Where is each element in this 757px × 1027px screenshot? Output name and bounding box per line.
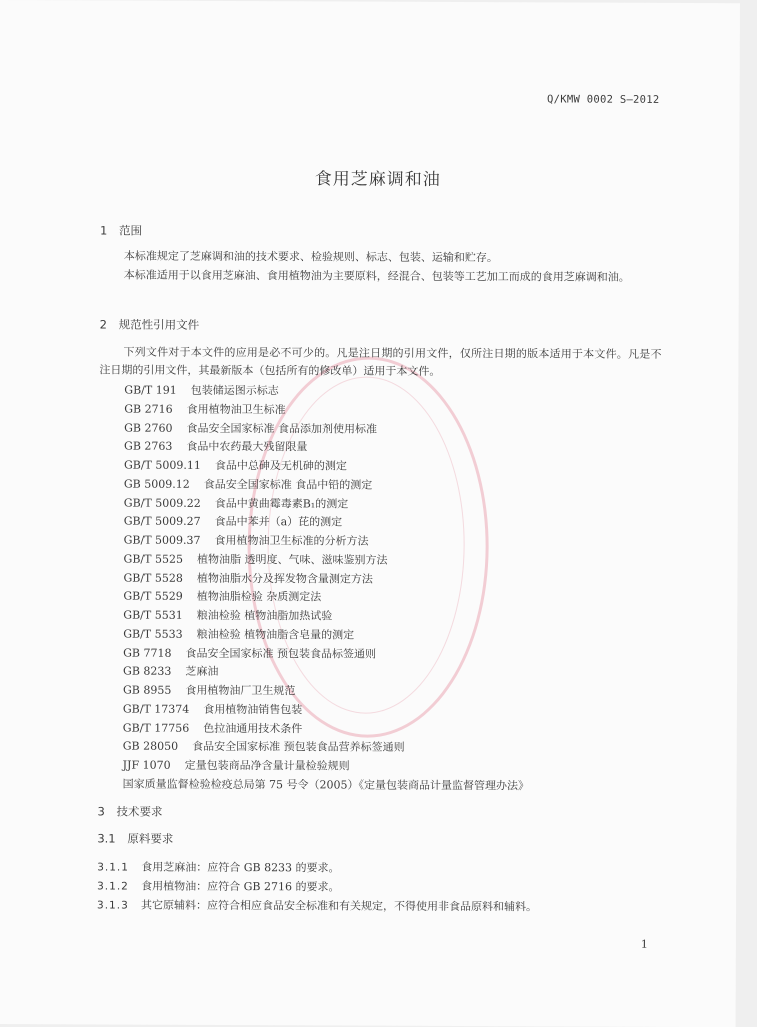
reference-code: GB 2763 (124, 439, 173, 454)
reference-code: GB 8955 (122, 683, 172, 697)
clause-number: 3.1.1 (97, 861, 129, 874)
section-heading-scope (100, 222, 142, 238)
reference-title: 食品中苯并（a）芘的测定 (214, 515, 343, 529)
clause-item (97, 877, 339, 894)
reference-item (124, 438, 531, 459)
reference-item (124, 494, 531, 515)
clause-item (97, 896, 537, 914)
clause-text: 食用芝麻油：应符合 GB 8233 的要求。 (141, 860, 340, 875)
reference-code: GB/T 5531 (123, 608, 183, 622)
reference-code: GB/T 5009.22 (123, 496, 201, 510)
reference-title: 食用植物油厂卫生规范 (185, 683, 296, 698)
reference-item (124, 532, 531, 553)
reference-item (123, 607, 530, 628)
reference-title: 植物油脂 透明度、气味、滋味鉴别方法 (196, 552, 388, 567)
clause-text: 食用植物油：应符合 GB 2716 的要求。 (141, 879, 340, 894)
reference-item (124, 475, 531, 496)
reference-code: JJF 1070 (122, 758, 171, 772)
reference-code: GB 2760 (124, 421, 173, 435)
clause-number: 3.1.3 (97, 899, 129, 912)
reference-item (123, 700, 530, 721)
reference-code: GB 5009.12 (123, 477, 190, 491)
reference-title: 食品安全国家标准 食品中铅的测定 (203, 477, 373, 492)
reference-title: 食品安全国家标准 食品添加剂使用标准 (186, 421, 378, 436)
reference-item (124, 382, 531, 403)
reference-item (124, 419, 531, 440)
clause-item (97, 858, 339, 875)
reference-item (123, 738, 530, 759)
references-intro-paragraph: 下列文件对于本文件的应用是必不可少的。凡是注日期的引用文件，仅所注日期的版本适用于本文件。凡是不注日期的引用文件，其最新版本（包括所有的修改单）适用于本文件。 (99, 345, 662, 378)
reference-code: GB/T 17756 (122, 721, 190, 735)
reference-code: GB/T 5525 (123, 552, 183, 566)
reference-title: 食品中农药最大残留限量 (186, 440, 308, 454)
reference-title: 食用植物油销售包装 (203, 702, 303, 717)
reference-code: GB/T 191 (124, 383, 177, 397)
reference-title: 食品安全国家标准 预包装食品营养标签通则 (192, 740, 405, 755)
reference-item (123, 663, 530, 684)
reference-title: 食品安全国家标准 预包装食品标签通则 (185, 646, 377, 661)
section-title: 原料要求 (127, 831, 174, 846)
reference-title: 食用植物油卫生标准的分析方法 (214, 533, 369, 548)
reference-code: GB/T 5009.37 (123, 533, 201, 547)
reference-title: 芝麻油 (185, 665, 219, 679)
reference-code: GB 7718 (123, 646, 172, 660)
scope-paragraph-2: 本标准适用于以食用芝麻油、食用植物油为主要原料，经混合、包装等工艺加工而成的食用芝麻调和油。 (123, 268, 630, 284)
section-number: 1 (99, 223, 108, 238)
reference-code: GB 2716 (124, 402, 173, 416)
reference-title: 植物油脂检验 杂质测定法 (196, 590, 322, 604)
reference-title: 植物油脂水分及挥发物含量测定方法 (196, 571, 373, 586)
reference-title: 粮油检验 植物油脂加热试验 (196, 608, 333, 623)
reference-code: 国家质量监督检验检疫总局第 75 号令（2005） (122, 777, 359, 792)
page-number: 1 (640, 937, 648, 951)
reference-title: 食品中总砷及无机砷的测定 (214, 458, 347, 473)
reference-title: 定量包装商品净含量计量检验规则 (184, 758, 350, 773)
reference-title: 粮油检验 植物油脂含皂量的测定 (196, 627, 355, 642)
document-title: 食用芝麻调和油 (314, 169, 441, 190)
reference-item (123, 719, 530, 740)
reference-item (124, 457, 531, 478)
reference-item (124, 400, 531, 421)
clause-number: 3.1.2 (97, 880, 129, 893)
reference-item (124, 513, 531, 534)
reference-code: GB/T 5533 (123, 627, 183, 641)
section-title: 规范性引用文件 (118, 317, 200, 332)
section-title: 范围 (118, 223, 143, 238)
reference-list (123, 382, 531, 796)
section-heading-normative-references (100, 316, 200, 332)
reference-item (123, 775, 530, 796)
reference-code: GB/T 5009.27 (123, 514, 201, 529)
reference-title: 食品中黄曲霉毒素B₁的测定 (214, 496, 349, 511)
reference-title: 色拉油通用技术条件 (203, 721, 303, 735)
reference-item (123, 644, 530, 665)
reference-title: 包装储运图示标志 (190, 383, 279, 398)
reference-code: GB/T 5528 (123, 571, 183, 585)
section-number: 3.1 (97, 831, 116, 846)
reference-item (123, 569, 530, 590)
section-title: 技术要求 (116, 804, 163, 819)
standard-code: Q/KMW 0002 S—2012 (546, 93, 660, 106)
reference-code: GB/T 17374 (122, 702, 190, 716)
reference-item (123, 588, 530, 609)
reference-item (123, 757, 530, 778)
reference-item (123, 682, 530, 703)
reference-item (123, 625, 530, 646)
reference-code: GB 8233 (123, 664, 172, 679)
reference-title: 《定量包装商品计量监督管理办法》 (358, 778, 530, 793)
section-heading-technical-requirements (97, 803, 162, 819)
reference-code: GB/T 5009.11 (123, 458, 201, 472)
section-number: 2 (99, 317, 107, 332)
clause-text: 其它原辅料：应符合相应食品安全标准和有关规定，不得使用非食品原料和辅料。 (141, 898, 538, 914)
reference-code: GB/T 5529 (123, 589, 183, 604)
subsection-heading-raw-materials (97, 830, 173, 846)
reference-item (124, 550, 531, 571)
reference-code: GB 28050 (122, 739, 179, 754)
section-number: 3 (97, 804, 105, 819)
scope-paragraph-1: 本标准规定了芝麻调和油的技术要求、检验规则、标志、包装、运输和贮存。 (123, 249, 498, 265)
reference-title: 食用植物油卫生标准 (186, 402, 286, 416)
